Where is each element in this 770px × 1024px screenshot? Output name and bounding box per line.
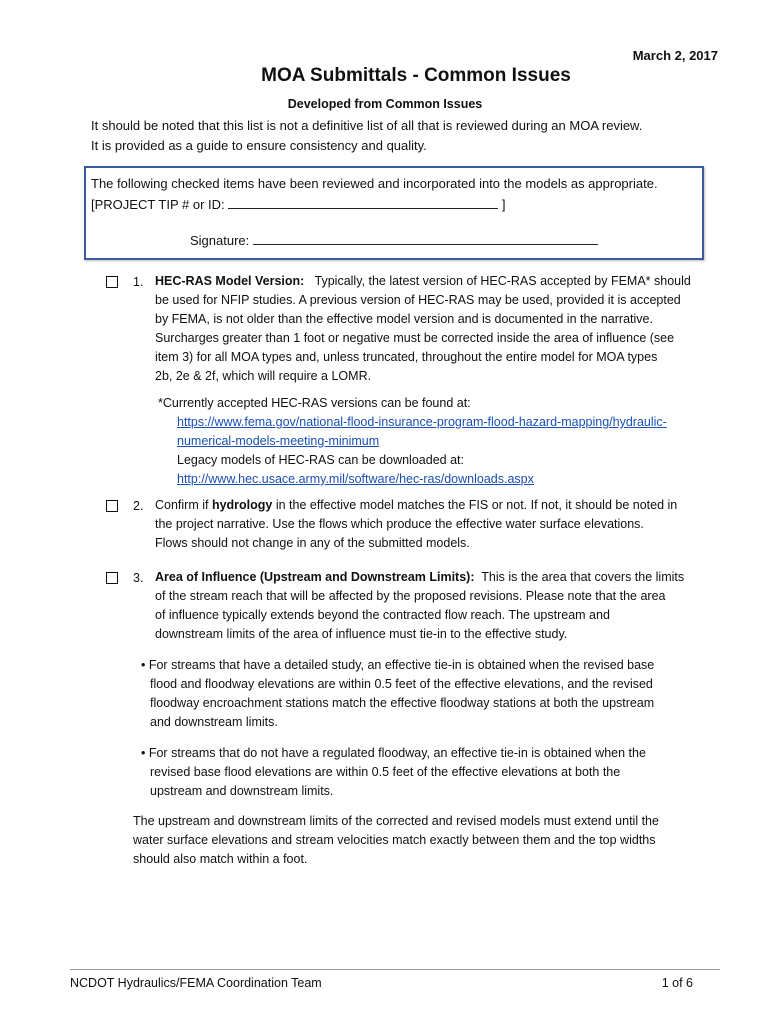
item-1-line: Typically, the latest version of HEC-RAS accepted by FEMA* should xyxy=(314,274,691,288)
signature-field[interactable] xyxy=(253,232,598,245)
document-title: MOA Submittals - Common Issues xyxy=(261,65,571,86)
bullet-line: floodway encroachment stations match the effective floodway stations at both the upstream xyxy=(150,696,655,710)
item-1-line: Surcharges greater than 1 foot or negative must be corrected inside the area of influence (see xyxy=(155,331,675,345)
item-2-body xyxy=(155,496,755,553)
closing-line: should also match within a foot. xyxy=(133,852,308,866)
item-1-number: 1. xyxy=(133,275,144,289)
signature-box-statement: The following checked items have been reviewed and incorporated into the models as appropriate. xyxy=(91,176,658,191)
item-1-line: 2b, 2e & 2f, which will require a LOMR. xyxy=(155,369,372,383)
hec-ras-download-link[interactable]: http://www.hec.usace.army.mil/software/hec-ras/downloads.aspx xyxy=(177,472,534,486)
intro-line-2: It is provided as a guide to ensure consistency and quality. xyxy=(91,138,427,153)
item-2-checkbox[interactable] xyxy=(106,500,118,512)
bullet-line: • For streams that do not have a regulated floodway, an effective tie-in is obtained when the xyxy=(141,746,646,760)
item-1-line: item 3) for all MOA types and, unless truncated, throughout the entire model for MOA types xyxy=(155,350,658,364)
item-2-text: Confirm if xyxy=(155,498,212,512)
intro-line-1: It should be noted that this list is not a definitive list of all that is reviewed during an MOA review. xyxy=(91,118,643,133)
item-3-line: This is the area that covers the limits xyxy=(481,570,685,584)
signature-row xyxy=(190,232,598,248)
footer-divider xyxy=(70,969,720,970)
item-3-body xyxy=(155,568,755,644)
item-1-note: *Currently accepted HEC-RAS versions can be found at: xyxy=(158,396,471,410)
bullet-line: • For streams that have a detailed study, an effective tie-in is obtained when the revised base xyxy=(141,658,655,672)
project-id-field[interactable] xyxy=(228,196,498,209)
bullet-no-floodway xyxy=(141,744,646,801)
project-id-row xyxy=(91,196,506,212)
item-3-line: of influence typically extends beyond the contracted flow reach. The upstream and xyxy=(155,608,610,622)
fema-link-line-1[interactable]: https://www.fema.gov/national-flood-insurance-program-flood-hazard-mapping/hydraulic- xyxy=(177,415,667,429)
fema-link-line-2[interactable]: numerical-models-meeting-minimum xyxy=(177,434,380,448)
item-3-line: of the stream reach that will be affected by the proposed revisions. Please note that the area xyxy=(155,589,666,603)
item-2-bold: hydrology xyxy=(211,498,273,512)
legacy-note: Legacy models of HEC-RAS can be downloaded at: xyxy=(177,453,464,467)
item-2-text: in the effective model matches the FIS or not. If not, it should be noted in xyxy=(272,498,678,512)
signature-label: Signature: xyxy=(190,233,250,248)
page-number: 1 of 6 xyxy=(661,976,693,990)
item-2-line: Flows should not change in any of the submitted models. xyxy=(155,536,470,550)
bullet-detailed-study xyxy=(141,656,654,732)
item-3-closing xyxy=(133,812,659,869)
item-2-number: 2. xyxy=(133,499,144,513)
item-3-checkbox[interactable] xyxy=(106,572,118,584)
item-3-number: 3. xyxy=(133,571,144,585)
item-1-checkbox[interactable] xyxy=(106,276,118,288)
item-1-body xyxy=(155,272,755,386)
item-3-heading: Area of Influence (Upstream and Downstream Limits): xyxy=(155,570,475,584)
project-id-close: ] xyxy=(501,197,506,212)
document-date: March 2, 2017 xyxy=(632,48,718,63)
bullet-line: and downstream limits. xyxy=(150,715,278,729)
bullet-line: upstream and downstream limits. xyxy=(150,784,334,798)
item-3-line: downstream limits of the area of influence must tie-in to the effective study. xyxy=(155,627,568,641)
project-id-label: [PROJECT TIP # or ID: xyxy=(91,197,225,212)
footer-team: NCDOT Hydraulics/FEMA Coordination Team xyxy=(70,976,322,990)
item-2-line: the project narrative. Use the flows which produce the effective water surface elevations. xyxy=(155,517,644,531)
document-subtitle: Developed from Common Issues xyxy=(287,97,483,111)
bullet-line: flood and floodway elevations are within 0.5 feet of the effective elevations, and the revised xyxy=(150,677,653,691)
item-1-heading: HEC-RAS Model Version: xyxy=(155,274,305,288)
item-1-line: by FEMA, is not older than the effective model version and is documented in the narrative. xyxy=(155,312,653,326)
closing-line: The upstream and downstream limits of the corrected and revised models must extend until the xyxy=(133,814,659,828)
item-1-line: be used for NFIP studies. A previous version of HEC-RAS may be used, provided it is accepted xyxy=(155,293,681,307)
closing-line: water surface elevations and stream velocities match exactly between them and the top widths xyxy=(133,833,656,847)
bullet-line: revised base flood elevations are within 0.5 feet of the effective elevations at both the xyxy=(150,765,621,779)
